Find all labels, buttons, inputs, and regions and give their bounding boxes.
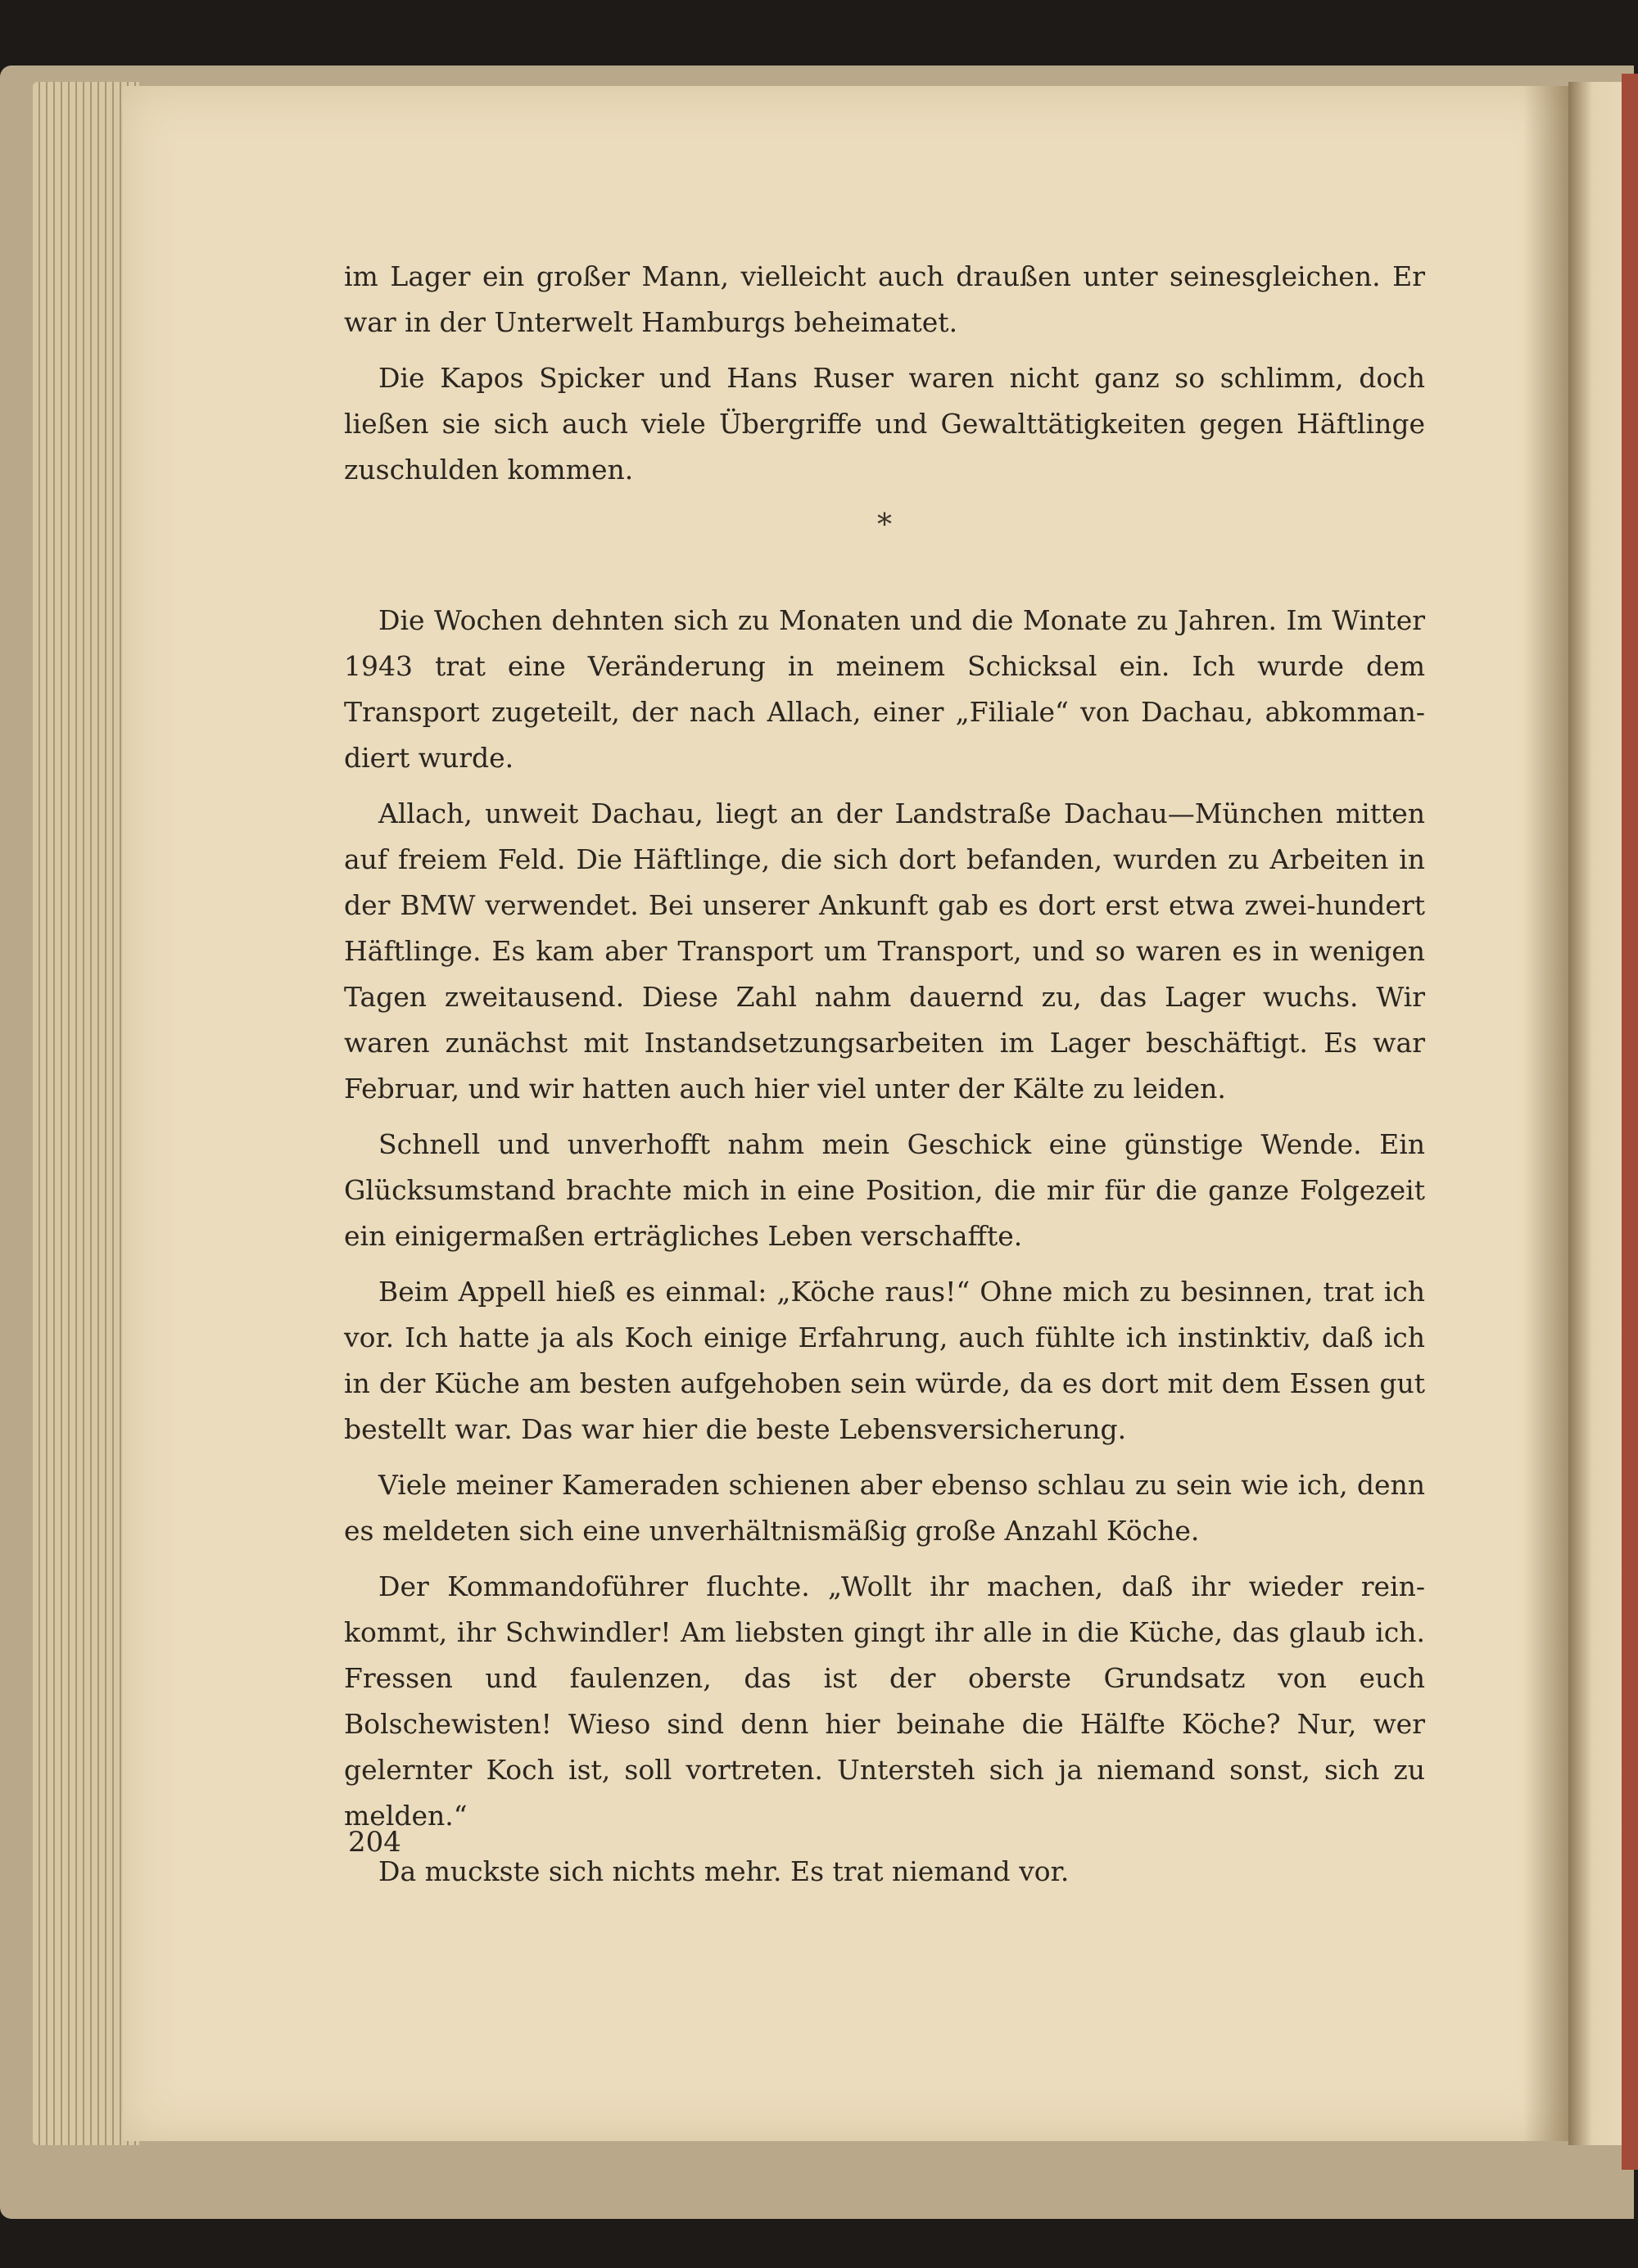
page-text	[344, 254, 1425, 1904]
paragraph: Allach, unweit Dachau, liegt an der Landstraße Dachau—München mitten auf freiem Feld. Die Häftlinge, die sich dort befanden, wurden zu Arbeiten in der BMW verwendet. Bei unserer Ankunft gab es dort erst etwa zwei-hundert Häftlinge. Es kam aber Transport um Transport, und so waren es in wenigen Tagen zweitausend. Diese Zahl nahm dauernd zu, das Lager wuchs. Wir waren zunächst mit Instandsetzungsarbeiten im Lager beschäftigt. Es war Februar, und wir hatten auch hier viel unter der Kälte zu leiden.	[344, 797, 1425, 1105]
paragraph: Schnell und unverhofft nahm mein Geschick eine günstige Wende. Ein Glücksumstand brachte mich in eine Position, die mir für die ganze Folgezeit ein einigermaßen erträgliches Leben verschaffte.	[344, 1128, 1425, 1252]
paragraph: Die Kapos Spicker und Hans Ruser waren nicht ganz so schlimm, doch ließen sie sich auch viele Übergriffe und Gewalttätigkeiten gegen Häftlinge zuschulden kommen.	[344, 362, 1425, 486]
paragraph: Der Kommandoführer fluchte. „Wollt ihr machen, daß ihr wieder rein-kommt, ihr Schwindler! Am liebsten gingt ihr alle in die Küche, das glaub ich. Fressen und faulenzen, das ist der oberste Grundsatz von euch Bolschewisten! Wieso sind denn hier beinahe die Hälfte Köche? Nur, wer gelernter Koch ist, soll vortreten. Untersteh sich ja niemand sonst, sich zu melden.“	[344, 1570, 1425, 1832]
page-number: 204	[348, 1826, 401, 1859]
page-gutter	[1523, 86, 1568, 2141]
paragraph: Beim Appell hieß es einmal: „Köche raus!“ Ohne mich zu besinnen, trat ich vor. Ich hatte ja als Koch einige Erfahrung, auch fühlte ich instinktiv, daß ich in der Küche am besten aufgehoben sein würde, da es dort mit dem Essen gut bestellt war. Das war hier die beste Lebensversicherung.	[344, 1276, 1425, 1445]
paragraph: Viele meiner Kameraden schienen aber ebenso schlau zu sein wie ich, denn es meldeten sich eine unverhältnismäßig große Anzahl Köche.	[344, 1469, 1425, 1547]
facing-page-edge	[1568, 82, 1622, 2145]
paragraph: im Lager ein großer Mann, vielleicht auch draußen unter seinesgleichen. Er war in der Unterwelt Hamburgs beheimatet.	[344, 260, 1425, 338]
section-separator: *	[877, 508, 892, 542]
paragraph: Da muckste sich nichts mehr. Es trat niemand vor.	[378, 1855, 1070, 1887]
cover-edge	[1622, 74, 1638, 2170]
paragraph: Die Wochen dehnten sich zu Monaten und die Monate zu Jahren. Im Winter 1943 trat eine Veränderung in meinem Schicksal ein. Ich wurde dem Transport zugeteilt, der nach Allach, einer „Filiale“ von Dachau, abkomman-diert wurde.	[344, 604, 1425, 774]
